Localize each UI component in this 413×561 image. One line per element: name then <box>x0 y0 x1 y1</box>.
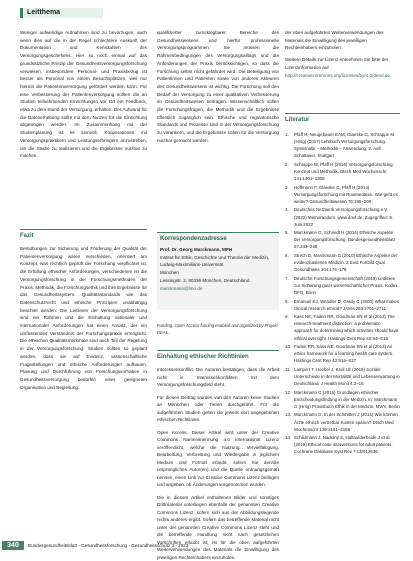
literature-heading: Literatur <box>285 114 400 123</box>
middle-column-intro <box>157 29 279 145</box>
reference-item <box>285 161 400 182</box>
correspondence-heading: Korrespondenzadresse <box>157 233 279 242</box>
literature-section <box>285 113 400 123</box>
reference-item <box>285 389 400 410</box>
reference-item <box>285 313 400 341</box>
reference-item <box>285 252 400 273</box>
reference-number: 6. <box>285 252 289 259</box>
reference-number: 3. <box>285 184 289 191</box>
reference-number: 11. <box>285 366 291 373</box>
reference-item <box>285 206 400 227</box>
ethics-paragraph: Für diesen Beitrag wurden von den Autoren keine Studien an Menschen oder Tieren durchgeführt. Für die aufgeführten Studien gelten die jeweils dort angegebenen ethischen Richtlinien. <box>157 394 279 424</box>
ethics-paragraph: Open Access. Dieser Artikel wird unter der Creative Commons Namensnennung 4.0 International Lizenz veröffentlicht, welche die Nutzung, Vervielfältigung, Bearbeitung, Verbreitung und Wiedergabe in jeglichem Medium und Format erlaubt, sofern Sie den/die ursprünglichen Autor(en) und die Quelle ordnungsgemäß nennen, einen Link zur Creative Commons Lizenz beifügen und angeben, ob Änderungen vorgenommen wurden. <box>157 429 279 489</box>
ethics-paragraph: Die in diesem Artikel enthaltenen Bilder und sonstiges Drittmaterial unterliegen ebenfalls der genannten Creative Commons Lizenz, sofern sich aus der Abbildungslegende nichts anderes ergibt. Sofern das betreffende Material nicht unter der genannten Creative Commons Lizenz steht und die betreffende Handlung nicht nach gesetzlichen Vorschriften erlaubt ist, ist für die oben aufgeführten Weiterverwendungen des Materials die Einwilligung des jeweiligen Rechteinhabers einzuholen. <box>157 494 279 561</box>
reference-number: 7. <box>285 275 289 282</box>
correspondence-header <box>157 232 279 242</box>
reference-number: 13. <box>285 411 291 418</box>
reference-text: Faden RR, Kass NE, Goodman SN et al (2013) An ethics framework for a learning health care system. Hastings Cent Rep 43:S16–S27 <box>294 344 393 363</box>
reference-number: 14. <box>285 434 291 441</box>
reference-item <box>285 434 400 455</box>
reference-item <box>285 366 400 387</box>
reference-number: 2. <box>285 161 289 168</box>
reference-item <box>285 343 400 364</box>
fazit-section <box>20 229 147 239</box>
correspondence-line: Institut für Ethik, Geschichte und Theorie der Medizin, Ludwig-Maximilians-Universität <box>160 254 276 269</box>
reference-number: 8. <box>285 298 289 305</box>
reference-text: Pfaff H, Neugebauer EAM, Glaeske G, Schrappe M (Hrsg) (2017) Lehrbuch Versorgungsforschung. Systematik – Methodik – Anwendung, 2. Aufl. Schattauer, Stuttgart <box>294 132 394 158</box>
reference-number: 4. <box>285 206 289 213</box>
reference-item <box>285 184 400 205</box>
correspondence-email[interactable]: marckmann@lmu.de <box>160 285 276 293</box>
reference-text: Kass NE, Faden RR, Goodman SN et al (2013) The research-treatment distinction: a problematic approach for determining which activities should have ethical oversight. Hastings Cent Rep 43:S4–S15 <box>294 314 398 340</box>
journal-footer: Bundesgesundheitsblatt - Gesundheitsforschung - Gesundheitsschutz 3 · 2023 <box>28 541 188 550</box>
section-label: Leitthema <box>20 8 103 18</box>
reference-text: Marckmann G, Schmidt H (2014) Ethische Aspekte der Versorgungsforschung. Bundesgesundheitsblatt 57:243–248 <box>294 230 395 249</box>
fazit-text: Bemühungen zur Sicherung und Förderung der Qualität der Patientenversorgung waren verschieden, orientiert am Konzept, was rechtlich geprüft der Forschung verpflichtet ist, die Erfüllung ethischer Anforderungen, verschiedenen ist die Versorgungsforschung in der Forschungsmethoden der Praxis, Methodik, die Forschungsethik und ihre Ergebnisse für das Gesundheitssystem. Qualitätsstandards wie das Datenschutzrecht und ethische Prinzipien unabhängig beachtet werden. Die Leitlinien der Versorgungsforschung sind ein Rahmen und die Einhaltung nationaler und internationaler Anforderungen hat einen Ansatz, der ein umfassendes Verständnis der Forschungspraxis ermöglicht. Die ethischen Qualitätsmerkmale sind auch Teil der Regelung in der Versorgungsforschung. Studien sollten so geplant werden, dass sie auf Evidenz, wissenschaftliche Fragestellungen und ethische Anforderungen aufbauen. Planung und Durchführung von Forschungsvorhaben in Gesundheitsversorgung bedürfen einer geeigneten Organisation und Begleitung. <box>20 245 147 391</box>
ethics-section <box>157 350 279 360</box>
reference-text: Marckmann G (2015) Grundlagen ethischer Entscheidungsfindung in der Medizin. In: Marckmann G (Hrsg) Praxisbuch Ethik in der Medizin. MWV, Berlin <box>294 390 400 409</box>
reference-list <box>285 131 400 457</box>
reference-text: Schrappe M, Pfaff H (2016) Versorgungsforschung: Konzept und Methodik. Dtsch Med Wochenschr 141:1301–1308 <box>294 162 394 181</box>
reference-item <box>285 298 400 312</box>
right-intro-text: der oben aufgeführten Weiterverwendungen des Materials die Einwilligung des jeweiligen Rechteinhabers einzuholen. <box>285 29 400 52</box>
right-column-intro <box>285 29 400 83</box>
reference-text: Hoffmann F, Glaeske G, Pfaff H (2014) Versorgungsforschung mit Routinedaten. Wie geht es weiter? Gesundheitswesen 76:195–200 <box>294 185 398 204</box>
reference-text: Deutsche Forschungsgemeinschaft (2019) Leitlinien zur Sicherung guter wissenschaftlicher Praxis. Kodex. DFG, Bonn <box>294 276 399 295</box>
reference-number: 5. <box>285 229 289 236</box>
correspondence-name: Prof. Dr. Georg Marckmann, MPH <box>160 246 276 254</box>
reference-item <box>285 411 400 432</box>
ethics-heading: Einhaltung ethischer Richtlinien <box>157 351 279 360</box>
reference-number: 10. <box>285 343 291 350</box>
reference-number: 9. <box>285 313 289 320</box>
page-number: 340 <box>2 541 24 550</box>
funding-note: Funding. Open Access funding enabled and organized by Projekt DEAL. <box>157 322 279 336</box>
license-paragraph <box>285 56 400 79</box>
reference-item <box>285 275 400 296</box>
reference-number: 1. <box>285 131 289 138</box>
reference-number: 12. <box>285 389 291 396</box>
correspondence-line: Lessingstr. 2, 80336 München, Deutschland <box>160 277 276 285</box>
correspondence-line: München <box>160 269 276 277</box>
reference-text: Emanuel EJ, Wendler D, Grady C (2000) What makes clinical research ethical? JAMA 283:2701–2711 <box>294 299 399 311</box>
ethics-paragraph: Interessenkonflikt. Die Autoren bestätigen, dass die Arbeit nicht in Interessenkonflikten mit dem Versorgungsforschungsfeld steht. <box>157 366 279 389</box>
license-link[interactable]: http://creativecommons.org/licenses/by/4.0/deed.de. <box>285 73 391 78</box>
reference-text: Deutsches Netzwerk Versorgungsforschung e.V. (2022) Memorandum. www.dnvf.de. Zugegriffen: 8. Juni 2022 <box>294 207 393 226</box>
middle-intro-text: qualifizierter zurücklegbarer Bereiche des Gesundheitswesens und hierfür professionelle Versorgungsprogrammen. Sie müssen die Rahmenbedingungen des Versorgungsalltags und die Anforderungen der Praxis berücksichtigen, so dass die Forschung selbst nicht gefährdet wird. Die Beteiligung von Patientinnen und Patienten sowie von anderen Akteuren des Gesundheitswesens ist wichtig. Die Forschung soll den Bedarf der Versorgung zu einer qualitativen Verbesserung im Gesundheitswesen beitragen. Wissenschaftlich sollen die Forschungsfragen, die Methodik und die Ergebnisse öffentlich zugänglich sein. Ethische und regulatorische Standards und Prozesse sind in der Versorgungsforschung zu verankern, und die Ergebnisse sollen für die Versorgung nutzbar gemacht werden. <box>157 29 279 145</box>
reference-text: Schildmann J, Nadolny S, Haltaufderheide J et al (2019) Ethical case interventions for adult patients. Cochrane Database Syst Rev 7:CD012636 <box>294 435 393 454</box>
reference-text: Strech D, Marckmann G (2010) Ethische Aspekte der evidenzbasierten Medizin. Z Evid Fortbild Qual Gesundhwes 104:174–179 <box>294 253 397 272</box>
left-column-intro <box>20 29 147 160</box>
left-intro-text: Weniger aufwendige Aufnahmen sind zu bevorzugen, auch wenn dies auf die in der Regel schlechtere Auskunft der Dokumentation und Kennzahlen des Versorgungsgeschehens. Hier so noch einmal auf das grundsätzliche Prinzip der Gesundheitsversorgungsforschung verwiesen, insbesondere Personal- und Praxisbezug ist besser als Personal von einem Besuchsplätzen, weil nur hiermit die Patientenversorgung gefördert werden kann. Für eine Verbesserung der Patientenversorgung sollten die an Studien teilnehmenden Einrichtungen vor Ort ein Feedback, etwa zu dem Stand der Versorgung, erhalten. Der Aufwand für die Datenerhebung sollte mit dem Nutzen für die Einrichtung abgewogen werden. Im Zusammenhang mit der Studienplanung ist es sinnvoll, Kooperationen mit Versorgungspraktikern und Leistungserbringern anzustreben, um die Studie zu realisieren und die Ergebnisse nutzbar zu machen. <box>20 29 147 160</box>
fazit-heading: Fazit <box>20 230 147 239</box>
reference-text: Marckmann G, In der Schmitten J (2014) Wie können Ärzte ethisch vertretbar Kosten sparen? Dtsch Med Wochenschr 139:2161–2166 <box>294 412 398 431</box>
license-text: Weitere Details zur Lizenz entnehmen Sie bitte der Lizenzinformation auf <box>285 57 388 70</box>
reference-text: Lampert T, Hoebel J, Kroll LE (2019) Soziale Unterschiede in der Mortalität und Lebenserwartung in Deutschland. J Health Monit 4:3–15 <box>294 367 400 386</box>
correspondence-address <box>160 246 276 292</box>
ethics-text <box>157 366 279 538</box>
reference-item <box>285 131 400 159</box>
reference-item <box>285 229 400 250</box>
